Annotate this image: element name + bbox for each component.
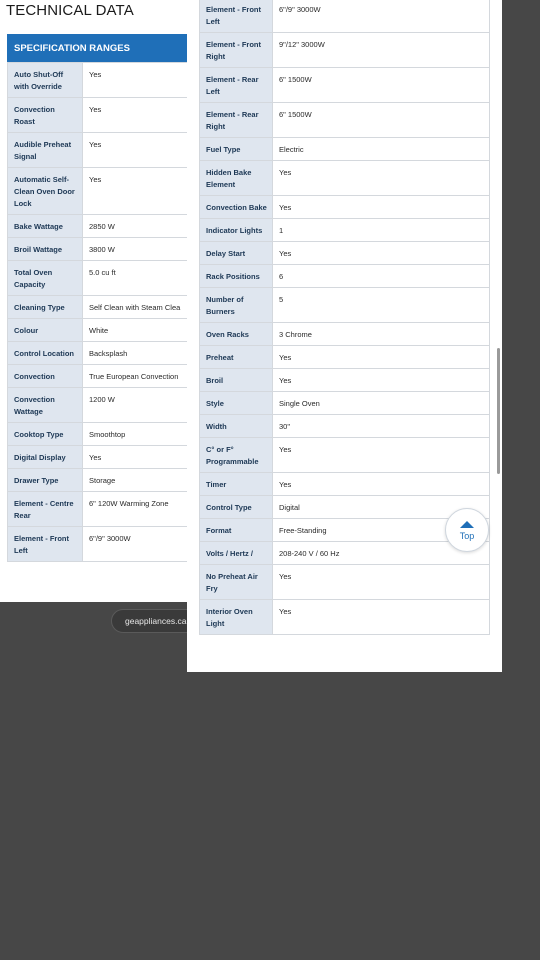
spec-value: Yes (83, 168, 188, 215)
arrow-up-icon (460, 521, 474, 528)
spec-label: Element - Front Right (200, 33, 273, 68)
spec-row (200, 438, 490, 473)
section-header-specification-ranges[interactable]: SPECIFICATION RANGES (7, 34, 187, 62)
spec-label: Width (200, 415, 273, 438)
spec-row (8, 365, 188, 388)
spec-row (200, 542, 490, 565)
spec-label: Control Type (200, 496, 273, 519)
spec-row (200, 288, 490, 323)
spec-row (200, 496, 490, 519)
spec-row (200, 415, 490, 438)
spec-label: Convection (8, 365, 83, 388)
spec-label: Total Oven Capacity (8, 261, 83, 296)
spec-label: Broil Wattage (8, 238, 83, 261)
spec-label: Element - Rear Right (200, 103, 273, 138)
spec-value: 6"/9" 3000W (273, 0, 490, 33)
spec-row (200, 103, 490, 138)
spec-value: Yes (273, 346, 490, 369)
spec-label: Style (200, 392, 273, 415)
spec-value: Yes (273, 565, 490, 600)
spec-row (8, 63, 188, 98)
spec-value: 30" (273, 415, 490, 438)
spec-row (200, 565, 490, 600)
spec-row (8, 527, 188, 562)
spec-value: Yes (83, 133, 188, 168)
spec-label: Auto Shut-Off with Override (8, 63, 83, 98)
back-to-top-label: Top (459, 531, 475, 541)
spec-value: Yes (273, 473, 490, 496)
url-bar[interactable]: geappliances.ca (111, 609, 201, 633)
page-title: TECHNICAL DATA (6, 2, 134, 19)
spec-value: Yes (273, 196, 490, 219)
spec-value: True European Convection (83, 365, 188, 388)
spec-label: Preheat (200, 346, 273, 369)
spec-row (8, 261, 188, 296)
spec-label: Element - Centre Rear (8, 492, 83, 527)
spec-row (8, 296, 188, 319)
spec-label: Audible Preheat Signal (8, 133, 83, 168)
spec-value: White (83, 319, 188, 342)
spec-row (200, 323, 490, 346)
spec-label: Hidden Bake Element (200, 161, 273, 196)
back-to-top-button[interactable] (445, 508, 489, 552)
spec-label: Convection Bake (200, 196, 273, 219)
spec-value: 5.0 cu ft (83, 261, 188, 296)
spec-value: 6" 120W Warming Zone (83, 492, 188, 527)
spec-label: Fuel Type (200, 138, 273, 161)
spec-row (8, 168, 188, 215)
spec-value: Yes (273, 438, 490, 473)
spec-value: Smoothtop (83, 423, 188, 446)
spec-value: Yes (273, 161, 490, 196)
scrollbar[interactable] (497, 348, 500, 474)
spec-row (200, 196, 490, 219)
spec-value: 6"/9" 3000W (83, 527, 188, 562)
spec-row (200, 242, 490, 265)
spec-value: 208-240 V / 60 Hz (273, 542, 490, 565)
spec-value: Digital (273, 496, 490, 519)
spec-label: Indicator Lights (200, 219, 273, 242)
spec-label: Timer (200, 473, 273, 496)
left-spec-panel (0, 0, 187, 602)
spec-label: Oven Racks (200, 323, 273, 346)
spec-label: Cooktop Type (8, 423, 83, 446)
spec-row (8, 423, 188, 446)
spec-label: Colour (8, 319, 83, 342)
spec-row (8, 319, 188, 342)
spec-row (200, 600, 490, 635)
spec-value: 6" 1500W (273, 68, 490, 103)
spec-row (200, 346, 490, 369)
spec-label: Delay Start (200, 242, 273, 265)
spec-label: No Preheat Air Fry (200, 565, 273, 600)
spec-row (8, 492, 188, 527)
spec-value: 5 (273, 288, 490, 323)
spec-value: 6" 1500W (273, 103, 490, 138)
spec-value: 9"/12" 3000W (273, 33, 490, 68)
spec-label: Convection Roast (8, 98, 83, 133)
spec-value: 1200 W (83, 388, 188, 423)
spec-row (200, 265, 490, 288)
spec-label: Digital Display (8, 446, 83, 469)
spec-row (8, 238, 188, 261)
spec-value: Yes (273, 369, 490, 392)
spec-value: Yes (273, 242, 490, 265)
spec-row (8, 98, 188, 133)
spec-label: Automatic Self-Clean Oven Door Lock (8, 168, 83, 215)
spec-label: Bake Wattage (8, 215, 83, 238)
spec-row (200, 369, 490, 392)
spec-value: Free-Standing (273, 519, 490, 542)
spec-label: Rack Positions (200, 265, 273, 288)
spec-row (8, 342, 188, 365)
spec-value: Single Oven (273, 392, 490, 415)
spec-label: Number of Burners (200, 288, 273, 323)
spec-label: Volts / Hertz / (200, 542, 273, 565)
spec-label: Convection Wattage (8, 388, 83, 423)
spec-label: Format (200, 519, 273, 542)
spec-value: Yes (83, 446, 188, 469)
spec-label: Cleaning Type (8, 296, 83, 319)
spec-value: Backsplash (83, 342, 188, 365)
spec-row (8, 469, 188, 492)
spec-row (200, 68, 490, 103)
spec-label: Drawer Type (8, 469, 83, 492)
spec-row (200, 33, 490, 68)
spec-row (200, 161, 490, 196)
spec-value: 3 Chrome (273, 323, 490, 346)
spec-value: Yes (83, 63, 188, 98)
spec-row (8, 215, 188, 238)
spec-row (8, 388, 188, 423)
spec-row (8, 446, 188, 469)
spec-row (8, 133, 188, 168)
spec-row (200, 219, 490, 242)
spec-value: 3800 W (83, 238, 188, 261)
spec-value: Self Clean with Steam Clea (83, 296, 188, 319)
spec-value: Storage (83, 469, 188, 492)
right-spec-panel (187, 0, 502, 672)
spec-label: C° or F° Programmable (200, 438, 273, 473)
spec-label: Element - Front Left (8, 527, 83, 562)
spec-row (200, 392, 490, 415)
spec-label: Broil (200, 369, 273, 392)
spec-label: Element - Front Left (200, 0, 273, 33)
spec-value: Electric (273, 138, 490, 161)
spec-value: 1 (273, 219, 490, 242)
spec-label: Control Location (8, 342, 83, 365)
spec-table-left (7, 62, 187, 562)
spec-row (200, 0, 490, 33)
spec-value: Yes (273, 600, 490, 635)
spec-row (200, 473, 490, 496)
spec-value: 6 (273, 265, 490, 288)
spec-value: Yes (83, 98, 188, 133)
spec-value: 2850 W (83, 215, 188, 238)
spec-label: Element - Rear Left (200, 68, 273, 103)
spec-row (200, 138, 490, 161)
spec-label: Interior Oven Light (200, 600, 273, 635)
